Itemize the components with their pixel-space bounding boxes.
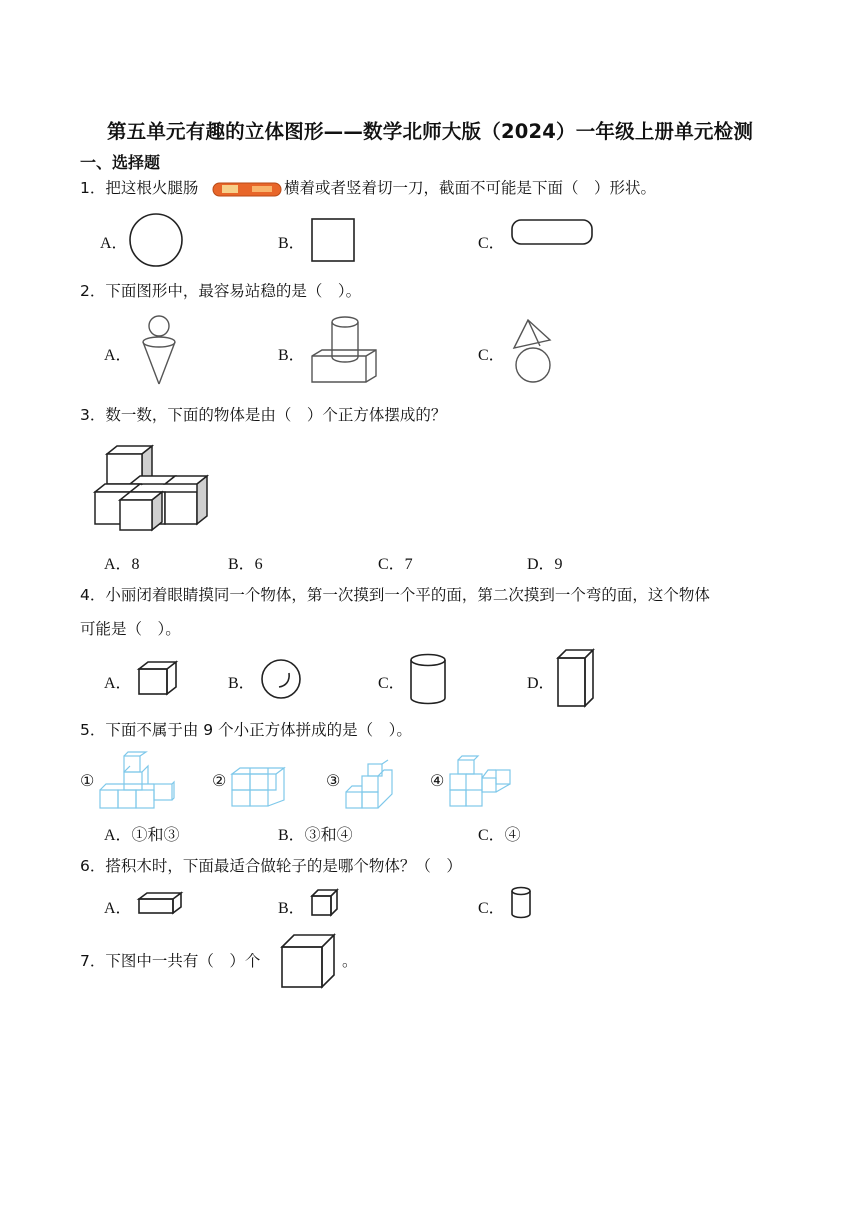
question-5-text: 5．下面不属于由 9 个小正方体拼成的是（ ）。 [80, 721, 412, 739]
flat-cuboid-icon [137, 891, 185, 917]
sausage-image [212, 180, 282, 198]
cube-icon [136, 659, 180, 697]
q1-option-b[interactable]: B． [278, 235, 305, 252]
cylinder-on-box-icon [310, 314, 378, 386]
section-heading: 一、选择题 [80, 153, 161, 172]
figure-1-label: ① [80, 773, 95, 790]
q2-option-a[interactable]: A． [104, 347, 132, 364]
q2-option-b[interactable]: B． [278, 347, 305, 364]
q4-option-a[interactable]: A． [104, 675, 132, 692]
q1-option-c[interactable]: C． [478, 235, 505, 252]
figure-3-label: ③ [326, 773, 341, 790]
q3-option-a[interactable]: A．8 [104, 556, 140, 573]
cube-icon-q7 [280, 933, 338, 989]
q4-option-c[interactable]: C． [378, 675, 405, 692]
q3-option-c[interactable]: C．7 [378, 556, 413, 573]
question-1-text: 横着或者竖着切一刀，截面不可能是下面（ ）形状。 [284, 179, 657, 197]
q6-option-a[interactable]: A． [104, 900, 132, 917]
q5-option-a[interactable]: A．①和③ [104, 827, 180, 844]
q2-option-c[interactable]: C． [478, 347, 505, 364]
sphere-icon [260, 659, 304, 699]
rounded-rectangle-shape-icon [510, 218, 594, 246]
cube-figure-1 [98, 752, 178, 810]
cube-figure-3 [344, 764, 396, 810]
question-4-text-line2: 可能是（ ）。 [80, 620, 181, 638]
q6-option-b[interactable]: B． [278, 900, 305, 917]
ball-on-cone-icon [140, 315, 190, 387]
cone-on-ball-icon [510, 318, 558, 384]
figure-4-label: ④ [430, 773, 445, 790]
q4-option-b[interactable]: B． [228, 675, 255, 692]
question-6-text: 6．搭积木时，下面最适合做轮子的是哪个物体？（ ） [80, 857, 462, 875]
question-2-text: 2．下面图形中，最容易站稳的是（ ）。 [80, 282, 362, 300]
question-1-prefix: 1．把这根火腿肠 [80, 179, 199, 197]
q5-option-c[interactable]: C．④ [478, 827, 521, 844]
cube-figure-4 [448, 756, 514, 810]
square-shape-icon [310, 217, 356, 263]
q6-option-c[interactable]: C． [478, 900, 505, 917]
question-7-text: 7．下图中一共有（ ）个 [80, 952, 261, 970]
cuboid-icon [556, 648, 596, 710]
q4-option-d[interactable]: D． [527, 675, 555, 692]
cube-figure-2 [230, 766, 288, 810]
small-cylinder-icon [510, 886, 534, 920]
q3-option-d[interactable]: D．9 [527, 556, 563, 573]
small-cube-icon [310, 888, 340, 918]
cylinder-icon [408, 653, 448, 707]
figure-2-label: ② [212, 773, 227, 790]
q1-option-a[interactable]: A． [100, 235, 128, 252]
question-7-suffix: 。 [342, 952, 358, 970]
page-title: 第五单元有趣的立体图形——数学北师大版（2024）一年级上册单元检测 [106, 120, 754, 143]
q3-option-b[interactable]: B．6 [228, 556, 263, 573]
question-3-text: 3．数一数，下面的物体是由（ ）个正方体摆成的？ [80, 406, 447, 424]
question-4-text-line1: 4．小丽闭着眼睛摸同一个物体，第一次摸到一个平的面，第二次摸到一个弯的面，这个物体 [80, 586, 710, 604]
circle-shape-icon [127, 213, 185, 269]
q5-option-b[interactable]: B．③和④ [278, 827, 353, 844]
cube-stack-figure [90, 442, 214, 534]
